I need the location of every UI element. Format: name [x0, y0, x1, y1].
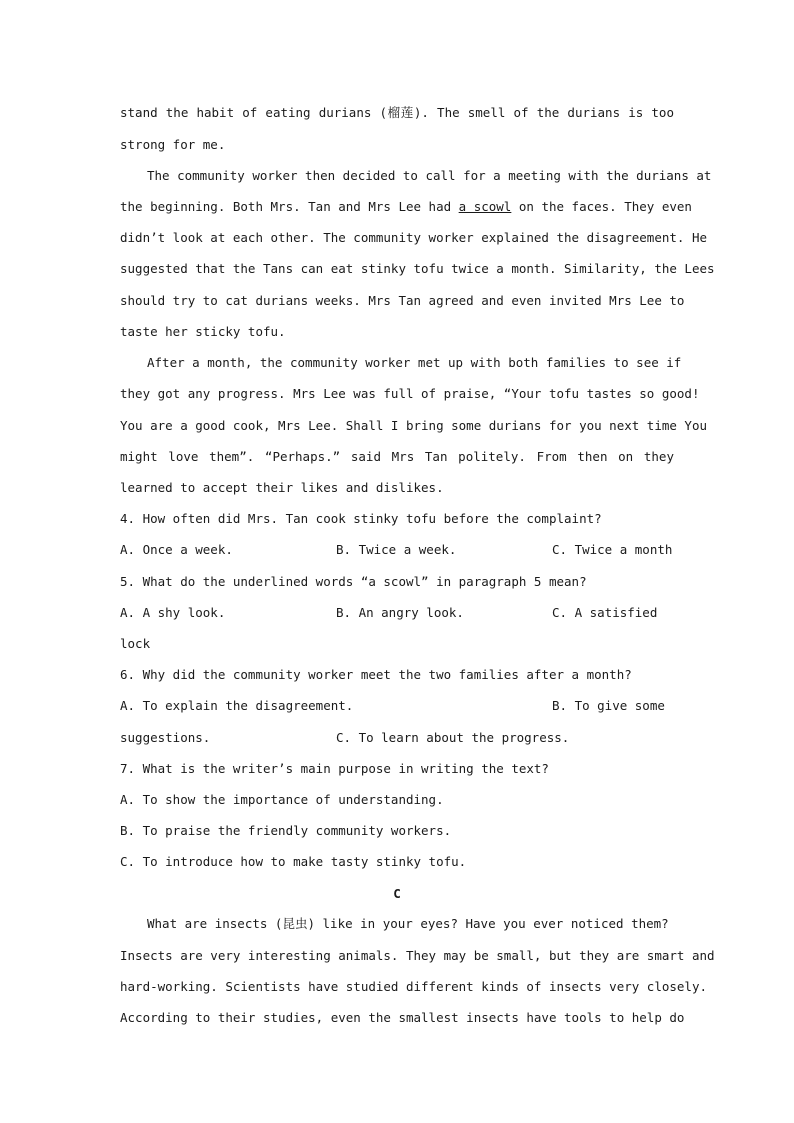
question-stem: 4. How often did Mrs. Tan cook stinky tofu before the complaint?	[120, 511, 602, 526]
passage-line: Insects are very interesting animals. They may be small, but they are smart and	[120, 948, 715, 963]
option-a: A. To show the importance of understanding.	[120, 792, 444, 807]
question-stem: 7. What is the writer’s main purpose in writing the text?	[120, 761, 549, 776]
option-b: B. To give some	[552, 698, 665, 713]
passage-line: According to their studies, even the smallest insects have tools to help do	[120, 1010, 685, 1025]
question-stem: 6. Why did the community worker meet the two families after a month?	[120, 667, 632, 682]
passage-line: You are a good cook, Mrs Lee. Shall I bring some durians for you next time You	[120, 418, 707, 433]
passage-line	[120, 197, 692, 217]
underlined-phrase: a scowl	[458, 199, 512, 214]
option-b-continued: suggestions.	[120, 730, 211, 745]
passage-line: might love them”. “Perhaps.” said Mrs Tan politely. From then on they	[120, 449, 674, 464]
option-b: B. An angry look.	[336, 605, 464, 620]
question-options	[120, 728, 674, 748]
passage-line: didn’t look at each other. The community worker explained the disagreement. He	[120, 230, 707, 245]
passage-line: After a month, the community worker met up with both families to see if	[147, 355, 682, 370]
question-options	[120, 603, 674, 623]
passage-line: suggested that the Tans can eat stinky tofu twice a month. Similarity, the Lees	[120, 261, 715, 276]
option-a: A. Once a week.	[120, 542, 233, 557]
text-segment: on the faces. They even	[511, 199, 692, 214]
option-c: C. A satisfied	[552, 605, 658, 620]
passage-line: hard-working. Scientists have studied different kinds of insects very closely.	[120, 979, 707, 994]
passage-line: learned to accept their likes and dislikes.	[120, 480, 444, 495]
text-segment: the beginning. Both Mrs. Tan and Mrs Lee had	[120, 199, 459, 214]
question-options	[120, 696, 674, 716]
passage-line: stand the habit of eating durians (榴莲). The smell of the durians is too	[120, 105, 674, 120]
option-c-continued: lock	[120, 636, 151, 651]
section-heading: C	[393, 886, 401, 901]
question-options	[120, 540, 674, 560]
passage-line: What are insects (昆虫) like in your eyes? Have you ever noticed them?	[147, 916, 669, 931]
passage-line: should try to cat durians weeks. Mrs Tan agreed and even invited Mrs Lee to	[120, 293, 685, 308]
option-b: B. Twice a week.	[336, 542, 457, 557]
option-c: C. Twice a month	[552, 542, 673, 557]
option-c: C. To introduce how to make tasty stinky tofu.	[120, 854, 467, 869]
passage-line: they got any progress. Mrs Lee was full of praise, “Your tofu tastes so good!	[120, 386, 700, 401]
question-stem: 5. What do the underlined words “a scowl” in paragraph 5 mean?	[120, 574, 587, 589]
option-c: C. To learn about the progress.	[336, 730, 570, 745]
passage-line: The community worker then decided to call for a meeting with the durians at	[147, 168, 712, 183]
option-a: A. To explain the disagreement.	[120, 698, 354, 713]
option-b: B. To praise the friendly community workers.	[120, 823, 452, 838]
option-a: A. A shy look.	[120, 605, 226, 620]
passage-line: strong for me.	[120, 137, 226, 152]
passage-line: taste her sticky tofu.	[120, 324, 286, 339]
